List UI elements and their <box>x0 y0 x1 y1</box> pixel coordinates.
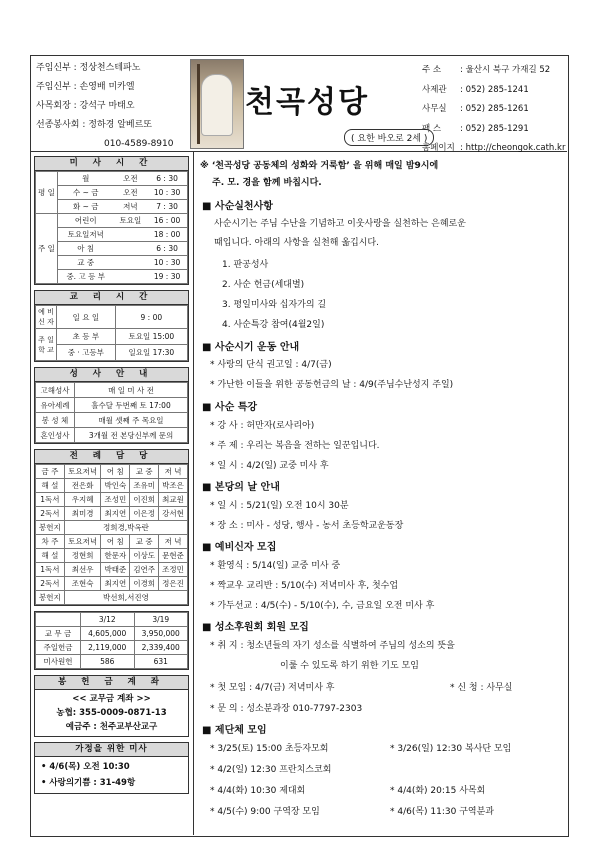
duty-head: 교 중 <box>130 465 159 479</box>
finance-value: 2,339,400 <box>134 641 188 655</box>
section-title: ■ 예비신자 모집 <box>202 542 277 553</box>
contact-row: 팩 스 : 052) 285-1291 <box>422 120 592 140</box>
bulletin-header <box>30 55 567 152</box>
section-title: ■ 제단체 모임 <box>202 725 267 736</box>
list-item: * 환영식 : 5/14(일) 교중 미사 중 <box>210 561 341 571</box>
mass-time: 19 : 30 <box>147 270 187 284</box>
contact-row: 주 소 : 울산시 북구 가재길 52 <box>422 61 592 81</box>
account-heading: << 교무금 계좌 >> <box>72 694 151 704</box>
left-column <box>34 156 189 799</box>
duty-cell: 이진희 <box>130 493 159 507</box>
list-item: 3. 평일미사와 십자가의 길 <box>222 300 327 310</box>
list-item: * 짝교우 교리반 : 5/10(수) 저녁미사 후, 첫수업 <box>210 581 399 591</box>
duty-cell: 정은진 <box>159 577 188 591</box>
staff-phone: 010-4589-8910 <box>104 139 174 149</box>
column-divider <box>193 152 194 835</box>
contact-row: 사무실 : 052) 285-1261 <box>422 100 592 120</box>
parish-title: 천곡성당 <box>245 85 369 120</box>
list-item: 4. 사순특강 참여(4월2일) <box>222 320 325 330</box>
mass-period: 오전 <box>114 172 148 186</box>
mass-time: 7 : 30 <box>147 200 187 214</box>
duty-cell: 2독서 <box>36 507 65 521</box>
mass-period: 저녁 <box>114 200 148 214</box>
section-title: ■ 성소후원회 회원 모집 <box>202 622 309 633</box>
contact-value: 052) 285-1291 <box>465 123 529 134</box>
duty-head: 토요저녁 <box>64 535 101 549</box>
liturgy-duty-title: 전 례 담 당 <box>35 450 188 464</box>
list-item: * 주 제 : 우리는 복음을 전하는 일꾼입니다. <box>210 441 380 451</box>
contact-label: 사제관 <box>422 84 447 95</box>
staff-name: 정하경 알베르또 <box>88 120 152 130</box>
section-text: 때입니다. 아래의 사항을 실천해 옮깁시다. <box>214 238 379 248</box>
finance-value: 3,950,000 <box>134 627 188 641</box>
list-item: * 문 의 : 성소분과장 010-7797-2303 <box>210 704 363 714</box>
patron-subtitle: ( 요한 바오로 2세 ) <box>344 129 434 146</box>
class-time: 9 : 00 <box>115 306 187 329</box>
staff-row: 사목회장 : 강석구 마태오 <box>36 101 135 111</box>
mass-day: 아 침 <box>57 242 113 256</box>
section-title: ■ 사순실천사항 <box>202 201 273 212</box>
finance-value: 4,605,000 <box>81 627 135 641</box>
duty-head: 저 녁 <box>159 535 188 549</box>
mass-times-box <box>34 156 189 285</box>
list-item: * 첫 모임 : 4/7(금) 저녁미사 후 <box>210 683 335 693</box>
sacrament-name: 봉 성 체 <box>36 413 75 428</box>
sacrament-box <box>34 367 189 444</box>
duty-cell: 조성민 <box>101 493 130 507</box>
list-item: * 가두선교 : 4/5(수) - 5/10(수), 수, 금요일 오전 미사 후 <box>210 601 435 611</box>
crozier-icon <box>197 64 200 144</box>
staff-role: 주임신부 <box>36 82 71 92</box>
mass-time: 6 : 30 <box>147 242 187 256</box>
staff-list <box>36 59 212 154</box>
contact-row: 사제관 : 052) 285-1241 <box>422 81 592 101</box>
duty-cell: 1독서 <box>36 563 65 577</box>
account-holder: 예금주 : 천주교부산교구 <box>65 722 158 732</box>
sunday-school-label: 주 일 학 교 <box>36 329 57 361</box>
duty-cell: 최선우 <box>64 563 101 577</box>
finance-box <box>34 611 189 670</box>
duty-cell: 조정민 <box>159 563 188 577</box>
mass-period <box>114 270 148 284</box>
list-item: 이룰 수 있도록 하기 위한 기도 모임 <box>280 661 419 671</box>
duty-head: 교 중 <box>130 535 159 549</box>
staff-row: 선종봉사회 : 정하경 알베르또 <box>36 120 152 130</box>
account-title: 봉 헌 금 계 좌 <box>35 676 188 690</box>
list-item: 2. 사순 헌금(세대별) <box>222 280 305 290</box>
meeting-item: * 4/2(일) 12:30 프란치스코회 <box>210 765 332 775</box>
sacrament-name: 고해성사 <box>36 383 75 398</box>
mass-period: 토요일 <box>114 214 148 228</box>
finance-value: 586 <box>81 655 135 669</box>
staff-role: 주임신부 <box>36 63 71 73</box>
finance-label: 미사원헌 <box>36 655 81 669</box>
duty-cell: 박조은 <box>159 479 188 493</box>
class-time: 일요일 17:30 <box>115 345 187 361</box>
duty-cell: 정희경,박옥란 <box>64 521 187 535</box>
class-group: 초 등 부 <box>57 329 116 345</box>
duty-head: 어 침 <box>101 465 130 479</box>
contact-label: 홈페이지 <box>422 143 455 153</box>
duty-cell: 최지연 <box>101 577 130 591</box>
mass-time: 16 : 00 <box>147 214 187 228</box>
account-number: 농협: 355-0009-0871-13 <box>56 708 167 718</box>
list-item: 1. 판공성사 <box>222 260 269 270</box>
catechumen-label: 예 비 신 자 <box>36 306 57 329</box>
class-day: 일 요 일 <box>57 306 116 329</box>
meeting-item: * 3/25(토) 15:00 초등자모회 <box>210 744 329 754</box>
staff-role: 선종봉사회 <box>36 120 80 130</box>
mass-day: 토요일저녁 <box>57 228 113 242</box>
contact-value: 052) 285-1261 <box>465 104 529 114</box>
finance-date: 3/12 <box>81 613 135 627</box>
family-mass-item: • 사랑의기쁨 : 31-49항 <box>41 778 136 788</box>
duty-cell: 김연주 <box>130 563 159 577</box>
duty-cell: 이은정 <box>130 507 159 521</box>
staff-role: 사목회장 <box>36 101 71 111</box>
mass-period: 오전 <box>114 186 148 200</box>
mass-day: 화 ~ 금 <box>57 200 113 214</box>
meeting-item: * 4/4(화) 20:15 사목회 <box>390 786 486 796</box>
duty-cell: 조유미 <box>130 479 159 493</box>
staff-name: 강석구 마태오 <box>79 101 135 111</box>
contact-list <box>422 61 592 159</box>
duty-cell: 박태준 <box>101 563 130 577</box>
meeting-item: * 4/6(목) 11:30 구역분과 <box>390 807 494 817</box>
list-item: * 일 시 : 5/21(일) 오전 10시 30분 <box>210 501 349 511</box>
mass-times-table <box>35 171 188 284</box>
account-info <box>35 690 188 736</box>
finance-label: 교 무 금 <box>36 627 81 641</box>
duty-cell: 정현희 <box>64 549 101 563</box>
duty-cell: 최교원 <box>159 493 188 507</box>
mass-day: 수 ~ 금 <box>57 186 113 200</box>
duty-cell: 2독서 <box>36 577 65 591</box>
duty-cell: 1독서 <box>36 493 65 507</box>
contact-value: 울산시 북구 가재길 52 <box>465 65 551 75</box>
intro-line: ※ ‘천곡성당 공동체의 성화와 거룩함’ 을 위해 매일 밤9시에 <box>200 161 439 171</box>
finance-value: 2,119,000 <box>81 641 135 655</box>
family-mass-title: 가정을 위한 미사 <box>35 743 188 757</box>
contact-label: 사무실 <box>422 104 447 114</box>
section-title: ■ 사순시기 운동 안내 <box>202 342 300 353</box>
weekday-label: 평 일 <box>36 172 58 214</box>
duty-cell: 우지혜 <box>64 493 101 507</box>
contact-label: 팩 스 <box>422 123 442 134</box>
duty-cell: 조현숙 <box>64 577 101 591</box>
catechism-title: 교 리 시 간 <box>35 291 188 305</box>
section-title: ■ 본당의 날 안내 <box>202 482 280 493</box>
staff-name: 정상천스테파노 <box>79 63 141 73</box>
sacrament-title: 성 사 안 내 <box>35 368 188 382</box>
mass-period <box>114 242 148 256</box>
meeting-item: * 4/5(수) 9:00 구역장 모임 <box>210 807 320 817</box>
list-item: * 사랑의 단식 권고일 : 4/7(금) <box>210 360 332 370</box>
mass-period <box>114 256 148 270</box>
homepage-link[interactable]: http://cheongok.cath.kr <box>465 143 566 153</box>
duty-cell: 전은화 <box>64 479 101 493</box>
mass-day: 중. 고 등 부 <box>57 270 113 284</box>
finance-label: 주일헌금 <box>36 641 81 655</box>
pope-photo <box>190 59 244 149</box>
catechism-box <box>34 290 189 362</box>
family-mass-item: • 4/6(목) 오전 10:30 <box>41 762 130 772</box>
duty-head: 저 녁 <box>159 465 188 479</box>
duty-cell: 해 설 <box>36 549 65 563</box>
sacrament-info: 홀수달 두번째 토 17:00 <box>75 398 188 413</box>
mass-day: 월 <box>57 172 113 186</box>
duty-head: 차 주 <box>36 535 65 549</box>
duty-cell: 해 설 <box>36 479 65 493</box>
section-title: ■ 사순 특강 <box>202 402 258 413</box>
liturgy-duty-box <box>34 449 189 606</box>
mass-time: 10 : 30 <box>147 256 187 270</box>
list-item: * 취 지 : 청소년들의 자기 성소를 식별하여 주님의 성소의 뜻을 <box>210 641 455 651</box>
duty-cell: 박선희,서진영 <box>64 591 187 605</box>
family-mass-info <box>35 757 188 793</box>
liturgy-duty-table <box>35 464 188 605</box>
duty-cell: 최지연 <box>101 507 130 521</box>
staff-row: 주임신부 : 정상천스테파노 <box>36 63 141 73</box>
meeting-item: * 4/4(화) 10:30 제대회 <box>210 786 306 796</box>
mass-day: 교 중 <box>57 256 113 270</box>
section-text: 사순시기는 주님 수난을 기념하고 이웃사랑을 실천하는 은혜로운 <box>214 219 466 229</box>
list-item: * 가난한 이들을 위한 공동헌금의 날 : 4/9(주님수난성지 주일) <box>210 380 454 390</box>
account-box <box>34 675 189 737</box>
mass-times-title: 미 사 시 간 <box>35 157 188 171</box>
class-time: 토요일 15:00 <box>115 329 187 345</box>
sacrament-info: 3개월 전 본당신부께 문의 <box>75 428 188 443</box>
duty-head: 어 침 <box>101 535 130 549</box>
family-mass-box <box>34 742 189 794</box>
staff-row: 주임신부 : 손영배 미카엘 <box>36 82 135 92</box>
class-group: 중 · 고등부 <box>57 345 116 361</box>
mass-period <box>114 228 148 242</box>
sacrament-table <box>35 382 188 443</box>
pope-figure-icon <box>201 74 233 136</box>
sacrament-name: 유아세례 <box>36 398 75 413</box>
list-item: * 장 소 : 미사 - 성당, 행사 - 농서 초등학교운동장 <box>210 521 404 531</box>
mass-time: 6 : 30 <box>147 172 187 186</box>
mass-time: 18 : 00 <box>147 228 187 242</box>
duty-cell: 봉헌지 <box>36 521 65 535</box>
meeting-item: * 3/26(일) 12:30 복사단 모임 <box>390 744 512 754</box>
duty-cell: 한문자 <box>101 549 130 563</box>
duty-cell: 봉헌지 <box>36 591 65 605</box>
finance-value: 631 <box>134 655 188 669</box>
sacrament-name: 혼인성사 <box>36 428 75 443</box>
contact-label: 주 소 <box>422 65 442 75</box>
duty-cell: 최미경 <box>64 507 101 521</box>
sunday-label: 주 일 <box>36 214 58 284</box>
list-item: * 일 시 : 4/2(일) 교중 미사 후 <box>210 461 329 471</box>
sacrament-info: 매월 셋째 주 목요일 <box>75 413 188 428</box>
duty-head: 토요저녁 <box>64 465 101 479</box>
finance-date: 3/19 <box>134 613 188 627</box>
catechism-table <box>35 305 188 361</box>
contact-value: 052) 285-1241 <box>465 84 529 95</box>
sacrament-info: 매 일 미 사 전 <box>75 383 188 398</box>
mass-day: 어린이 <box>57 214 113 228</box>
duty-head: 금 주 <box>36 465 65 479</box>
duty-cell: 이경희 <box>130 577 159 591</box>
duty-cell: 이상도 <box>130 549 159 563</box>
duty-cell: 박인숙 <box>101 479 130 493</box>
staff-name: 손영배 미카엘 <box>79 82 135 92</box>
list-item: * 신 청 : 사무실 <box>450 683 513 693</box>
finance-table <box>35 612 188 669</box>
mass-time: 10 : 30 <box>147 186 187 200</box>
intro-line: 주. 모. 경을 함께 바칩시다. <box>212 178 322 188</box>
duty-cell: 강서현 <box>159 507 188 521</box>
contact-row: 홈페이지 : http://cheongok.cath.kr <box>422 139 592 159</box>
list-item: * 강 사 : 허만자(로사리아) <box>210 421 315 431</box>
duty-cell: 문현준 <box>159 549 188 563</box>
